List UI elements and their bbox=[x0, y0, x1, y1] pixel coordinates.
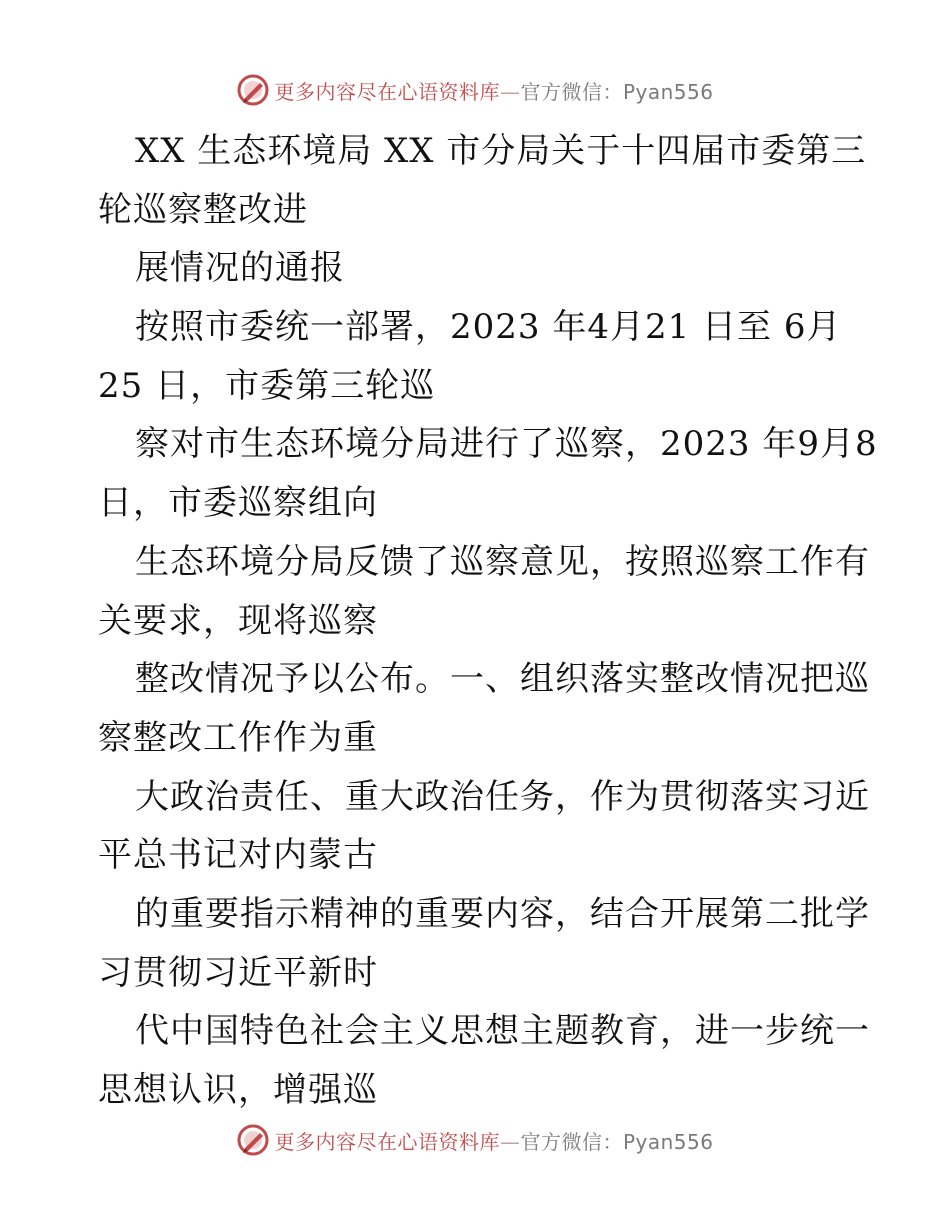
paragraph-line: 察对市生态环境分局进行了巡察，2023 年9月8 bbox=[135, 424, 878, 465]
paragraph-line: 平总书记对内蒙古 bbox=[98, 835, 378, 876]
red-pen-logo-icon bbox=[236, 73, 270, 107]
footer-watermark-banner bbox=[0, 1120, 950, 1160]
paragraph-line: 代中国特色社会主义思想主题教育，进一步统一 bbox=[135, 1011, 870, 1052]
paragraph-line: 大政治责任、重大政治任务，作为贯彻落实习近 bbox=[135, 776, 870, 817]
paragraph-line: 生态环境分局反馈了巡察意见，按照巡察工作有 bbox=[135, 541, 870, 582]
title-line-1: XX 生态环境局 XX 市分局关于十四届市委第三 bbox=[135, 131, 867, 171]
title-line-3: 展情况的通报 bbox=[135, 248, 345, 289]
header-watermark-banner bbox=[0, 70, 950, 110]
paragraph-line: 察整改工作作为重 bbox=[98, 717, 378, 758]
paragraph-line: 的重要指示精神的重要内容，结合开展第二批学 bbox=[135, 893, 870, 934]
footer-watermark-text: 更多内容尽在心语资料库—官方微信：Pyan556 bbox=[274, 1129, 714, 1154]
paragraph-line: 关要求，现将巡察 bbox=[98, 600, 378, 641]
paragraph-line: 整改情况予以公布。一、组织落实整改情况把巡 bbox=[135, 659, 870, 700]
paragraph-line: 25 日，市委第三轮巡 bbox=[98, 365, 436, 406]
paragraph-line: 习贯彻习近平新时 bbox=[98, 952, 378, 993]
paragraph-line: 按照市委统一部署，2023 年4月21 日至 6月 bbox=[135, 307, 842, 348]
paragraph-line: 思想认识，增强巡 bbox=[98, 1070, 378, 1110]
header-watermark-text: 更多内容尽在心语资料库—官方微信：Pyan556 bbox=[274, 79, 714, 104]
document-body bbox=[98, 122, 878, 1120]
paragraph-line: 日，市委巡察组向 bbox=[98, 483, 378, 524]
title-line-2: 轮巡察整改进 bbox=[98, 189, 308, 230]
red-pen-logo-icon bbox=[236, 1123, 270, 1157]
